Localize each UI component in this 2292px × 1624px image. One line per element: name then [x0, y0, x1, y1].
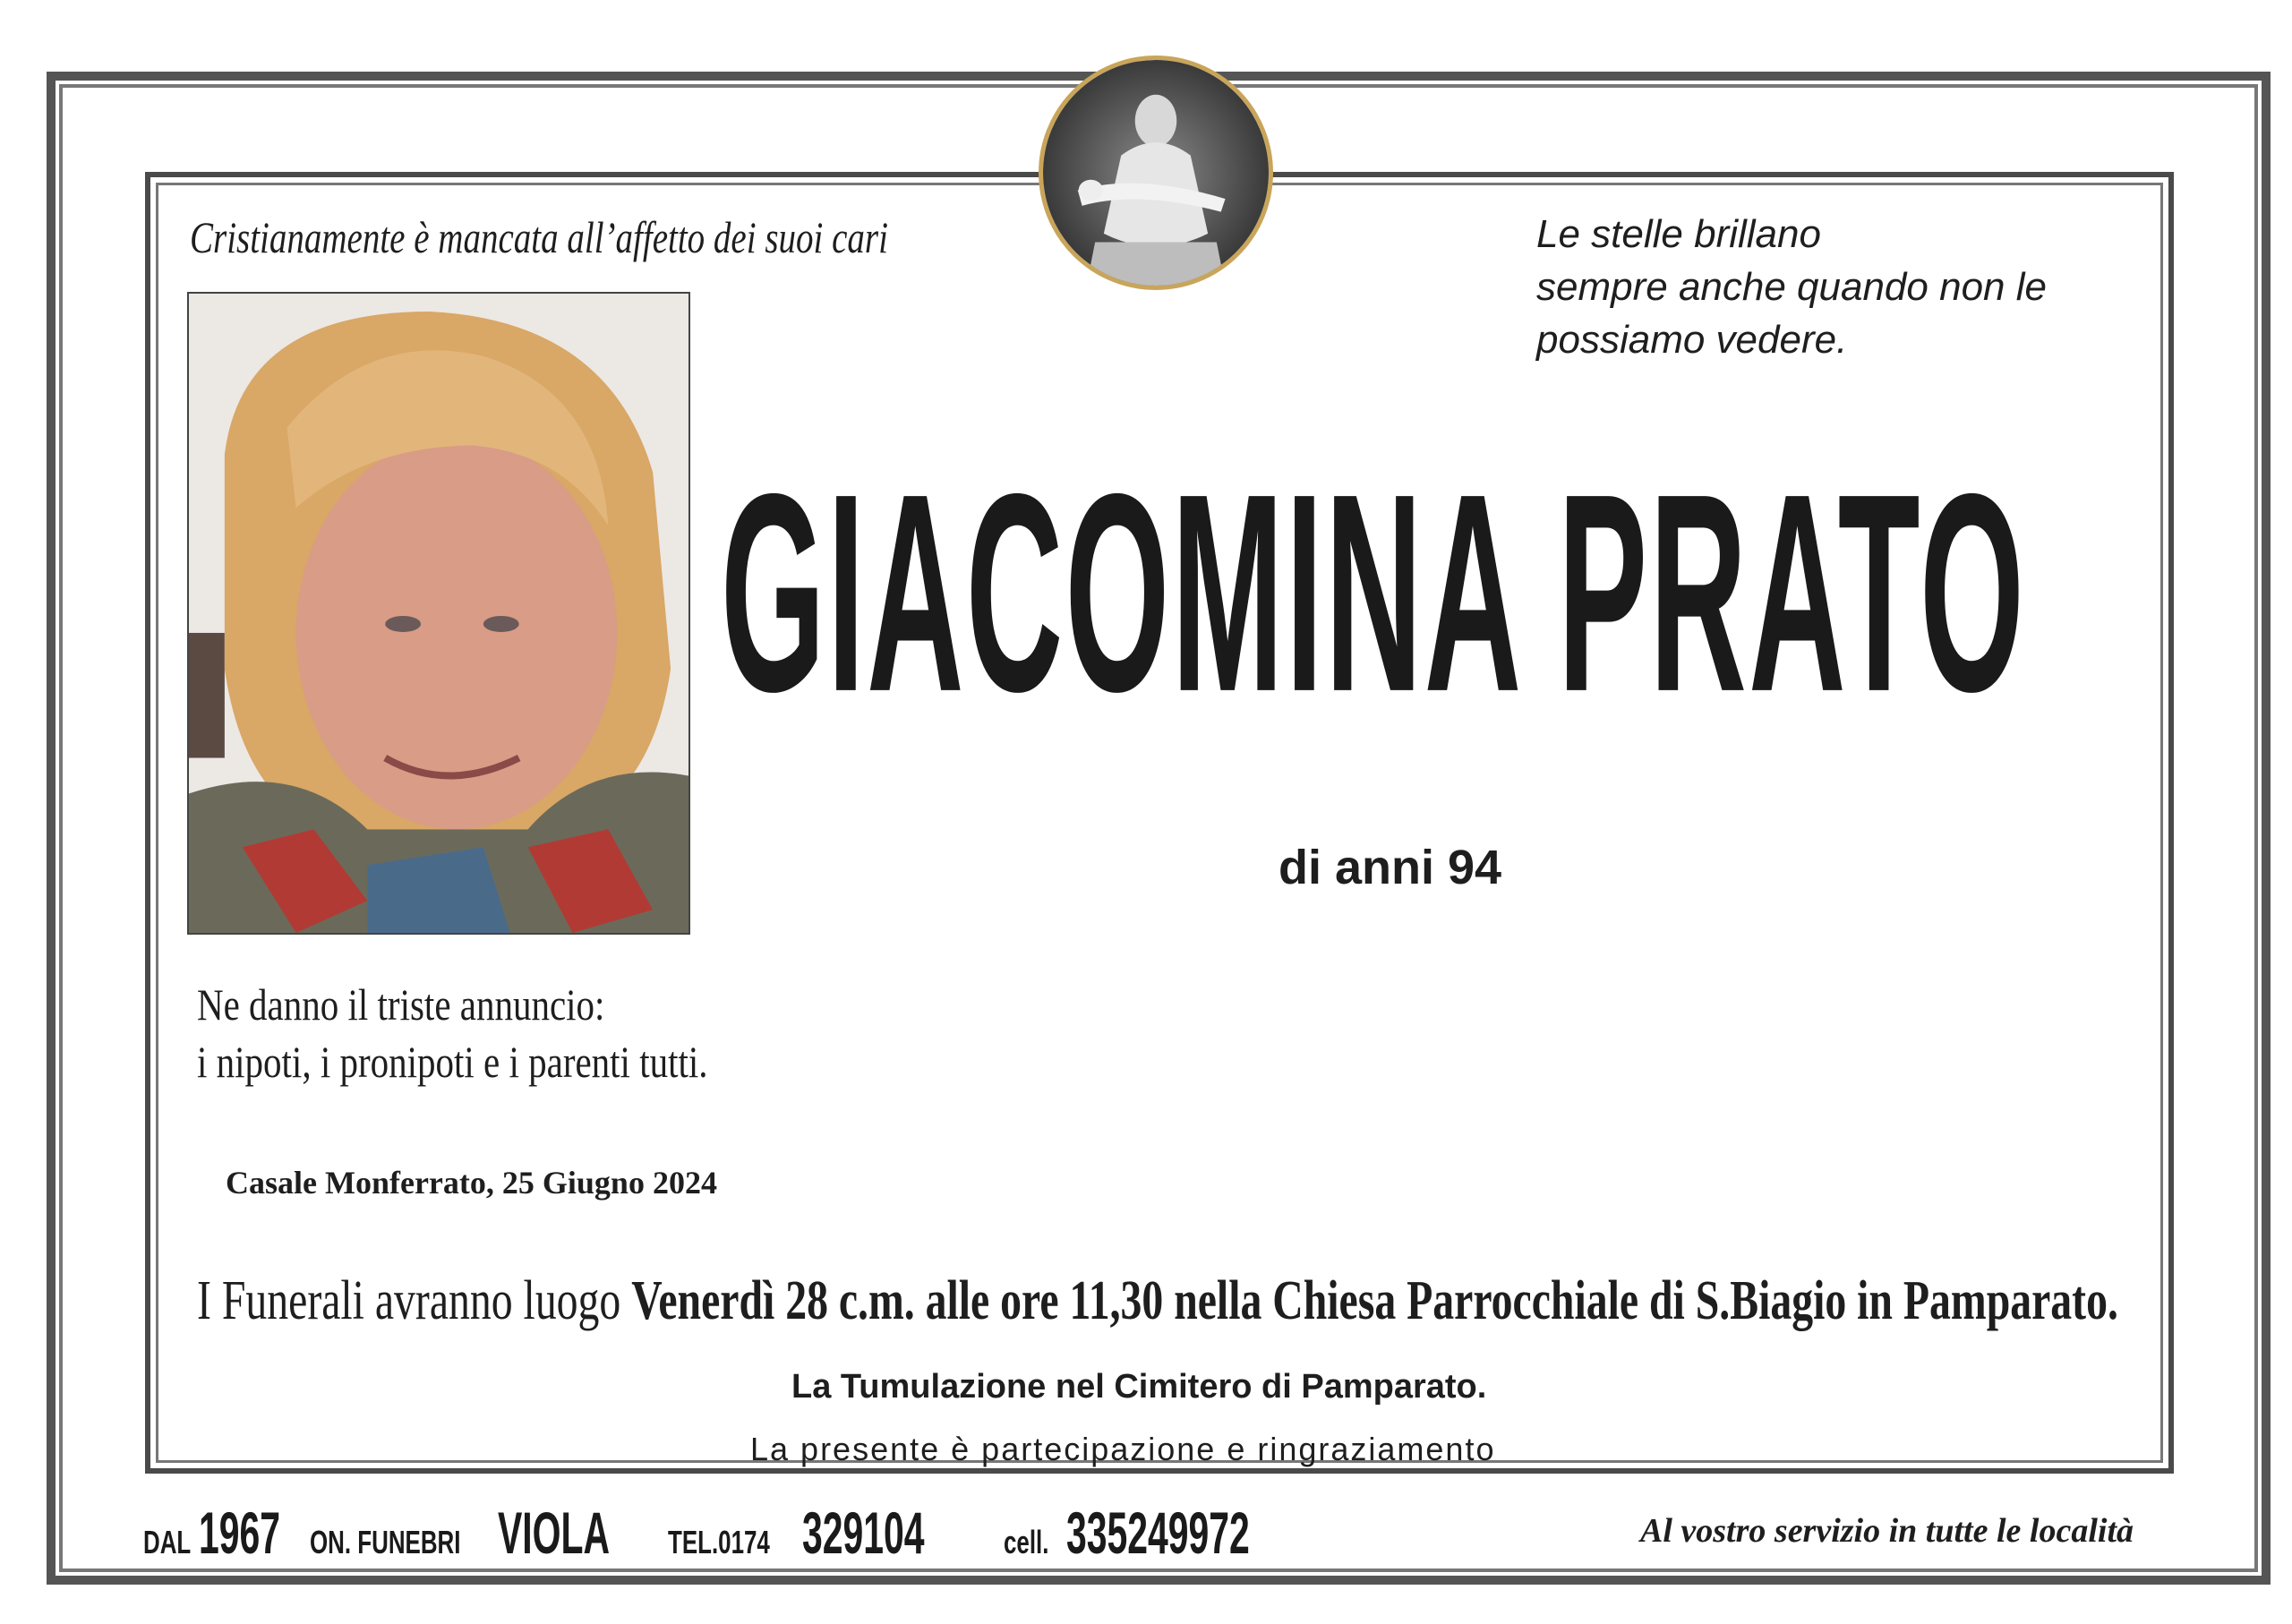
- pieta-medallion: [1039, 56, 1273, 290]
- quote-line: sempre anche quando non le: [1536, 265, 2047, 309]
- funeral-home-footer: [143, 1499, 1353, 1566]
- funeral-details: Venerdì 28 c.m. alle ore 11,30 nella Chiesa Parrocchiale di S.Biagio in Pamparato.: [631, 1270, 2118, 1331]
- footer-cell-label: cell.: [1004, 1524, 1049, 1560]
- funeral-info: [197, 1269, 2118, 1333]
- portrait-photo: [187, 292, 690, 935]
- place-date: Casale Monferrato, 25 Giugno 2024: [226, 1165, 717, 1201]
- funeral-intro: I Funerali avranno luogo: [197, 1270, 632, 1331]
- footer-dal: DAL: [143, 1524, 192, 1560]
- footer-cell-number: 335249972: [1066, 1500, 1250, 1566]
- quote-line: possiamo vedere.: [1536, 318, 1848, 362]
- deceased-name: GIACOMINA PRATO: [721, 435, 2027, 750]
- thanks-note: La presente è partecipazione e ringraziamento: [750, 1431, 1496, 1467]
- footer-tel-number: 329104: [802, 1500, 925, 1566]
- quote-line: Le stelle brillano: [1536, 212, 1821, 256]
- top-right-quote: [1536, 208, 2163, 366]
- footer-onfunebri: ON. FUNEBRI: [310, 1524, 461, 1560]
- burial-info: La Tumulazione nel Cimitero di Pamparato.: [791, 1368, 1487, 1406]
- footer-year: 1967: [199, 1500, 281, 1566]
- footer-company: VIOLA: [498, 1500, 611, 1566]
- announcement: [197, 976, 708, 1090]
- portrait-image: [189, 294, 688, 933]
- footer-service: Al vostro servizio in tutte le località: [1640, 1512, 2134, 1550]
- top-left-quote: Cristianamente è mancata all’affetto dei suoi cari: [190, 212, 888, 262]
- footer-tel-label: TEL.0174: [668, 1524, 770, 1560]
- pieta-statue-icon: [1043, 60, 1269, 286]
- announcement-line: i nipoti, i pronipoti e i parenti tutti.: [197, 1037, 708, 1087]
- announcement-line: Ne danno il triste annuncio:: [197, 979, 605, 1030]
- deceased-age: di anni 94: [1279, 841, 1502, 894]
